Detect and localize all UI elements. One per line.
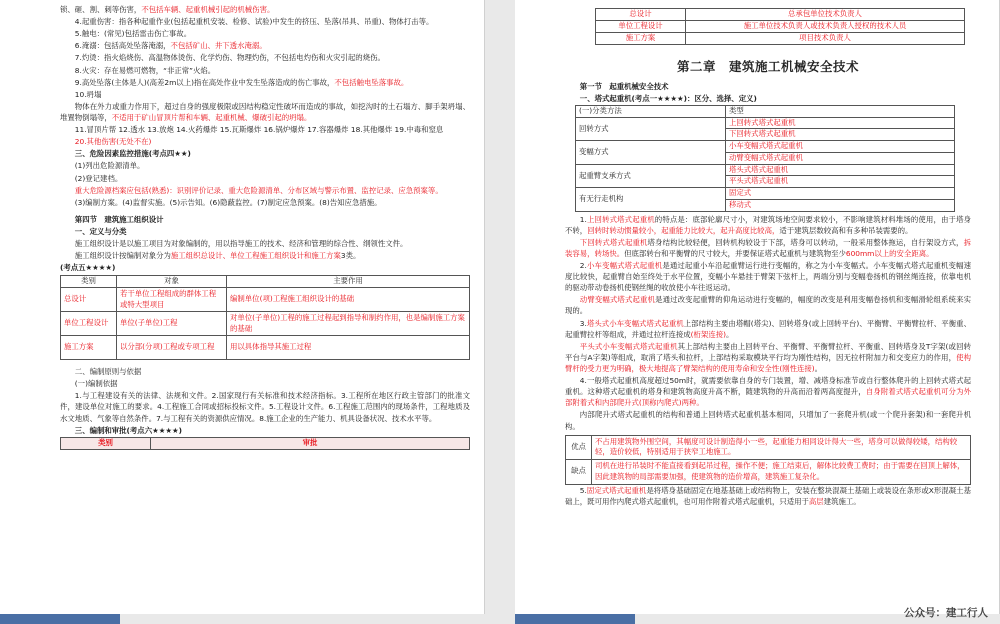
table-cell: 上回转式塔式起重机	[726, 117, 955, 129]
text-run: 是通过改变起重臂的仰角运动进行变幅的，幅度的改变是利用变幅卷扬机和变幅滑轮组系统来实现的。	[565, 295, 971, 316]
table-cell: 总设计	[596, 9, 686, 21]
footer-bar-left	[0, 614, 120, 624]
text-block-1	[60, 4, 470, 273]
text-run: (1)列出危险源清单。	[74, 161, 145, 171]
paragraph	[565, 409, 971, 431]
table-cell: 固定式	[726, 188, 955, 200]
table-cell: 动臂变幅式塔式起重机	[726, 152, 955, 164]
paragraph	[60, 160, 470, 171]
table-header-row	[61, 276, 470, 288]
text-run: 平头式小车变幅式塔式起重机	[579, 341, 678, 351]
text-run: 动臂变幅式塔式起重机	[579, 295, 656, 305]
text-run: 使构臂杆的受力更为明确，极大地提高了臂架结构的使用寿命和安全性(刚性连接)	[565, 352, 971, 373]
paragraph	[60, 378, 470, 389]
table-cell: 总设计	[61, 288, 117, 312]
text-run: 其上部结构主要由上回转平台、平衡臂、平衡臂拉杆、平衡重、回转塔身及T字架(或回转平台与A字架)等组成，取消了塔头和拉杆，上部结构采取模块平行均为刚性结构，因无拉杆附加力和交变应力的作用，	[565, 341, 971, 362]
table-header-cell: 类别	[61, 276, 117, 288]
table-cell: 优点	[566, 435, 592, 459]
text-run: 1.	[579, 214, 587, 224]
text-run: 但底部转台和平衡臂的尺寸较大，并要保证塔式起重机与建筑物至少	[624, 248, 846, 258]
text-run: 600mm以上的安全距离。	[845, 248, 934, 258]
text-run: 内部爬升式塔式起重机的结构和普通上回转塔式起重机基本相同，只增加了一套爬升机(或一个爬升套架)和一套爬升机构。	[565, 410, 971, 431]
footer-bar-right	[515, 614, 635, 624]
table-cell: 塔头式塔式起重机	[726, 164, 955, 176]
table-row	[576, 141, 955, 153]
text-run: 20.其他伤害(无处不在)	[74, 137, 152, 147]
text-run: 上回转式塔式起重机	[586, 214, 655, 224]
paragraph	[60, 40, 470, 51]
table-row	[576, 105, 955, 117]
text-run: 一、定义与分类	[74, 226, 127, 236]
table-row	[61, 336, 470, 360]
table-cell: 单位(子单位)工程	[117, 312, 227, 336]
paragraph	[565, 260, 971, 293]
table-row	[61, 312, 470, 336]
paragraph	[60, 425, 470, 436]
text-run: 塔头式小车变幅式塔式起重机	[586, 318, 684, 328]
text-run: 10.坍塌	[74, 89, 102, 99]
paragraph	[60, 366, 470, 377]
pros-cons-table	[565, 435, 971, 485]
paragraph	[60, 4, 470, 15]
table-cell: (一)分类方法	[576, 105, 726, 117]
text-run: 回转时转动惯量较小，起重能力比较大，起升高度比较高，	[587, 225, 780, 235]
table-cell: 总承包单位技术负责人	[686, 9, 965, 21]
paragraph	[565, 237, 971, 259]
document-page-right	[515, 0, 1000, 614]
text-run: 二、编制原则与依据	[74, 367, 142, 377]
text-run: 拆装容易，转场快。	[565, 237, 971, 258]
text-run: 。	[726, 329, 734, 339]
watermark-text: 公众号：建工行人	[904, 607, 988, 620]
table-cell: 用以具体指导其施工过程	[227, 336, 470, 360]
paragraph	[565, 81, 971, 92]
org-design-table	[60, 275, 470, 360]
paragraph	[565, 93, 971, 104]
paragraph	[565, 294, 971, 316]
text-run: (考点五★★★★)	[60, 263, 116, 273]
paragraph	[565, 485, 971, 507]
text-run: 8.火灾：存在易燃可燃物，“非正常”火焰。	[74, 65, 216, 75]
text-run: 不包括矿山、井下透水淹溺。	[170, 41, 267, 51]
table-row	[596, 33, 965, 45]
paragraph	[60, 226, 470, 237]
table-cell: 缺点	[566, 460, 592, 484]
table-cell: 施工方案	[61, 336, 117, 360]
table-cell: 若干单位工程组成的群体工程或特大型项目	[117, 288, 227, 312]
text-run: 1.与工程建设有关的法律、法规和文件。2.国家现行有关标准和技术经济指标。3.工程所在地区行政主管部门的批准文件，建设单位对施工的要求。4.工程施工合同或招标投标文件。5.工程设计文件。6.工程施工范围内的现场条件，工程地质及水文地质、气象等自然条件。7.与工程有关的资源供应情况。8.施工企业的生产能力、机具设备状况、技术水平等。	[60, 391, 470, 423]
paragraph	[60, 173, 470, 184]
table-cell: 施工单位技术负责人或技术负责人授权的技术人员	[686, 21, 965, 33]
paragraph	[565, 341, 971, 374]
approval-table-header	[60, 437, 470, 450]
paragraph	[565, 318, 971, 340]
text-run: 是通过起重小车沿起重臂运行进行变幅的，称之为小车变幅式。小车变幅式塔式起重机变幅速度比较快，起重臂自始至终处于水平位置，变幅小车悬挂于臂架下弦杆上，两端分别与变幅卷扬机的钢丝绳连接，依靠电机的驱动带动卷扬机使钢丝绳的收放使小车往返运动。	[565, 261, 971, 293]
text-run: 自身附着式塔式起重机可分为外部附着式和内部爬升式(顶称内爬式)两种。	[565, 387, 971, 408]
paragraph	[60, 65, 470, 76]
text-run: (3)编制方案。(4)监督实施。(5)示告知。(6)隐蔽监控。(7)制定应急预案。(8)告知应急措施。	[74, 197, 382, 207]
paragraph	[60, 262, 470, 273]
paragraph	[60, 28, 470, 39]
crane-text-block	[565, 214, 971, 432]
paragraph	[60, 89, 470, 100]
text-run: (桁架连接)	[690, 329, 726, 339]
table-cell: 对单位(子单位)工程的施工过程起到指导和制约作用，也是编制施工方案的基础	[227, 312, 470, 336]
text-run: 三、危险因素监控措施(考点四★★)	[74, 149, 191, 159]
paragraph	[60, 136, 470, 147]
paragraph	[565, 214, 971, 236]
text-run: 不包括车辆、起重机械引起的机械伤害。	[141, 5, 275, 14]
table-cell: 司机在进行吊装时不能直接看到起吊过程，操作不便；施工结束后，解体比较费工费时；由于需要在回顶上解体，因此建筑物的局部需要加强，使建筑物的造价增高，建筑施工复杂化。	[592, 460, 971, 484]
text-run: 锁、砸、割、刺等伤害，	[60, 5, 142, 14]
table-header-cell: 审批	[151, 437, 470, 449]
text-run: 高层	[808, 496, 824, 506]
table-cell: 移动式	[726, 199, 955, 211]
table-cell: 起重臂支承方式	[576, 164, 726, 187]
text-run: 第四节 建筑施工组织设计	[74, 214, 164, 224]
text-block-2	[60, 366, 470, 436]
paragraph	[60, 185, 470, 196]
table-row	[596, 9, 965, 21]
table-cell: 单位工程设计	[596, 21, 686, 33]
table-header-cell: 主要作用	[227, 276, 470, 288]
text-run: 6.淹溺：包括高处坠落淹溺，	[74, 41, 171, 51]
text-run: 一、塔式起重机(考点一★★★★)：区分、选择、定义)	[579, 93, 757, 103]
text-run: 不包括触电坠落事故。	[334, 77, 409, 87]
text-run: 2.	[579, 261, 587, 271]
table-cell: 下回转式塔式起重机	[726, 129, 955, 141]
table-cell: 施工方案	[596, 33, 686, 45]
paragraph	[60, 250, 470, 261]
text-run: 4.起重伤害：指各种起重作业(包括起重机安装、检修、试验)中发生的挤压、坠落(吊具、吊重)、物体打击等。	[74, 17, 434, 27]
table-header-cell: 对象	[117, 276, 227, 288]
text-run: 是将塔身基础固定在地基基础上或结构物上，安装在整块混凝土基础上或装设在条形或X形混凝土基础上，既可用作内爬式塔式起重机，也可用作附着式塔式起重机，只适用于	[565, 485, 971, 506]
paragraph	[60, 390, 470, 423]
table-row	[566, 435, 971, 459]
text-run: 建筑施工。	[823, 496, 861, 506]
text-run: 5.触电：(常见)包括雷击伤亡事故。	[74, 29, 192, 39]
paragraph	[60, 124, 470, 135]
text-run: 施工组织设计是以施工项目为对象编制的，用以指导施工的技术、经济和管理的综合性、纲领性文件。	[74, 239, 408, 249]
text-run: 小车变幅式塔式起重机	[586, 261, 663, 271]
text-run: 固定式塔式起重机	[586, 485, 647, 495]
paragraph	[60, 101, 470, 123]
document-page-left	[0, 0, 485, 614]
table-row	[61, 288, 470, 312]
table-row	[566, 460, 971, 484]
text-run: 第一节 起重机械安全技术	[579, 81, 669, 91]
table-row	[576, 164, 955, 176]
paragraph	[60, 197, 470, 208]
text-run: 施工组织总设计、单位工程施工组织设计和施工方案	[170, 251, 341, 261]
text-run: 施工组织设计按编制对象分为	[74, 251, 171, 261]
paragraph	[565, 375, 971, 408]
text-run: 上部结构主要由塔帽(塔尖)、回转塔身(或上回转平台)、平衡臂、平衡臂拉杆、平衡重、起重臂拉杆等组成，并通过拉杆连接成	[565, 318, 971, 339]
table-header-cell: 类别	[61, 437, 151, 449]
text-run: 11.冒顶片帮 12.透水 13.放炮 14.火药爆炸 15.瓦斯爆炸 16.锅炉爆炸 17.容器爆炸 18.其他爆炸 19.中毒和窒息	[74, 125, 444, 135]
table-cell: 小车变幅式塔式起重机	[726, 141, 955, 153]
text-run: 。	[814, 364, 823, 373]
text-run: 下回转式塔式起重机	[579, 237, 648, 247]
chapter-title: 第二章 建筑施工机械安全技术	[676, 59, 859, 74]
text-run: 适于建筑层数较高和有多种吊装需要的。	[779, 225, 913, 235]
table-cell: 单位工程设计	[61, 312, 117, 336]
text-run: 9.高处坠落(主体是人)(高差2m以上)指在高处作业中发生坠落造成的伤亡事故，	[74, 77, 335, 87]
table-cell: 编制单位(项)工程施工组织设计的基础	[227, 288, 470, 312]
table-header-row	[61, 437, 470, 449]
table-row	[576, 117, 955, 129]
text-run: 不适用于矿山冒顶片帮和车辆、起重机械、爆破引起的坍塌。	[111, 112, 312, 122]
table-row	[596, 21, 965, 33]
paragraph	[60, 148, 470, 159]
paragraph	[60, 214, 470, 225]
section-heading-block	[565, 81, 971, 104]
paragraph	[60, 77, 470, 88]
paragraph	[60, 16, 470, 27]
text-run: 5.	[579, 485, 587, 495]
table-cell: 变幅方式	[576, 141, 726, 164]
table-row	[576, 188, 955, 200]
text-run: 3.	[579, 318, 587, 328]
text-run: 塔身结构比较轻便，回转机构较设于下部，塔身可以转动，一般采用整体拖运，自行架设方式，	[647, 237, 964, 247]
text-run: 4.一般塔式起重机高度超过50m时，就需要依靠自身的专门装置，增、减塔身标准节或自行整体爬升的上回转式塔式起重机。这种塔式起重机的塔身和建筑物高度升高不断，随建筑物的升高而沿着两高度提升，	[565, 376, 971, 397]
paragraph	[60, 238, 470, 249]
table-cell: 以分部(分项)工程或专项工程	[117, 336, 227, 360]
text-run: 的特点是：底部轮廓尺寸小，对建筑场地空间要求较小，不影响建筑材料堆场的使用，由于塔身不转，	[565, 214, 971, 235]
table-cell: 不占用建筑物外围空间，其幅度可设计制造得小一些，起重能力相同设计得大一些，塔身可以做得较矮，结构较轻，造价较低，特别适用于狭窄工地施工。	[592, 435, 971, 459]
approval-role-table	[595, 8, 965, 45]
table-cell: 平头式塔式起重机	[726, 176, 955, 188]
fixed-crane-text-block	[565, 485, 971, 507]
table-cell: 类型	[726, 105, 955, 117]
text-run: 物体在外力或重力作用下，超过自身的强度极限或因结构稳定性破坏而造成的事故，如挖沟时的土石塌方、脚手架坍塌、堆置物倒塌等，	[60, 101, 470, 122]
text-run: 7.灼烫：指火焰烧伤、高温物体烫伤、化学灼伤、物理灼伤，不包括电灼伤和火灾引起的烧伤。	[74, 53, 385, 63]
text-run: 重大危险源档案应包括(熟悉)：识别评价记录、重大危险源清单、分布区域与警示布置、监控记录、应急预案等。	[74, 185, 443, 195]
text-run: (2)登记建档。	[74, 173, 123, 183]
paragraph	[60, 52, 470, 63]
text-run: (一)编制依据	[74, 379, 118, 389]
table-cell: 项目技术负责人	[686, 33, 965, 45]
table-cell: 回转方式	[576, 117, 726, 140]
text-run: 三、编制和审批(考点六★★★★)	[74, 425, 182, 435]
table-cell: 有无行走机构	[576, 188, 726, 211]
tower-crane-class-table	[575, 105, 955, 212]
text-run: 3类。	[340, 251, 361, 261]
